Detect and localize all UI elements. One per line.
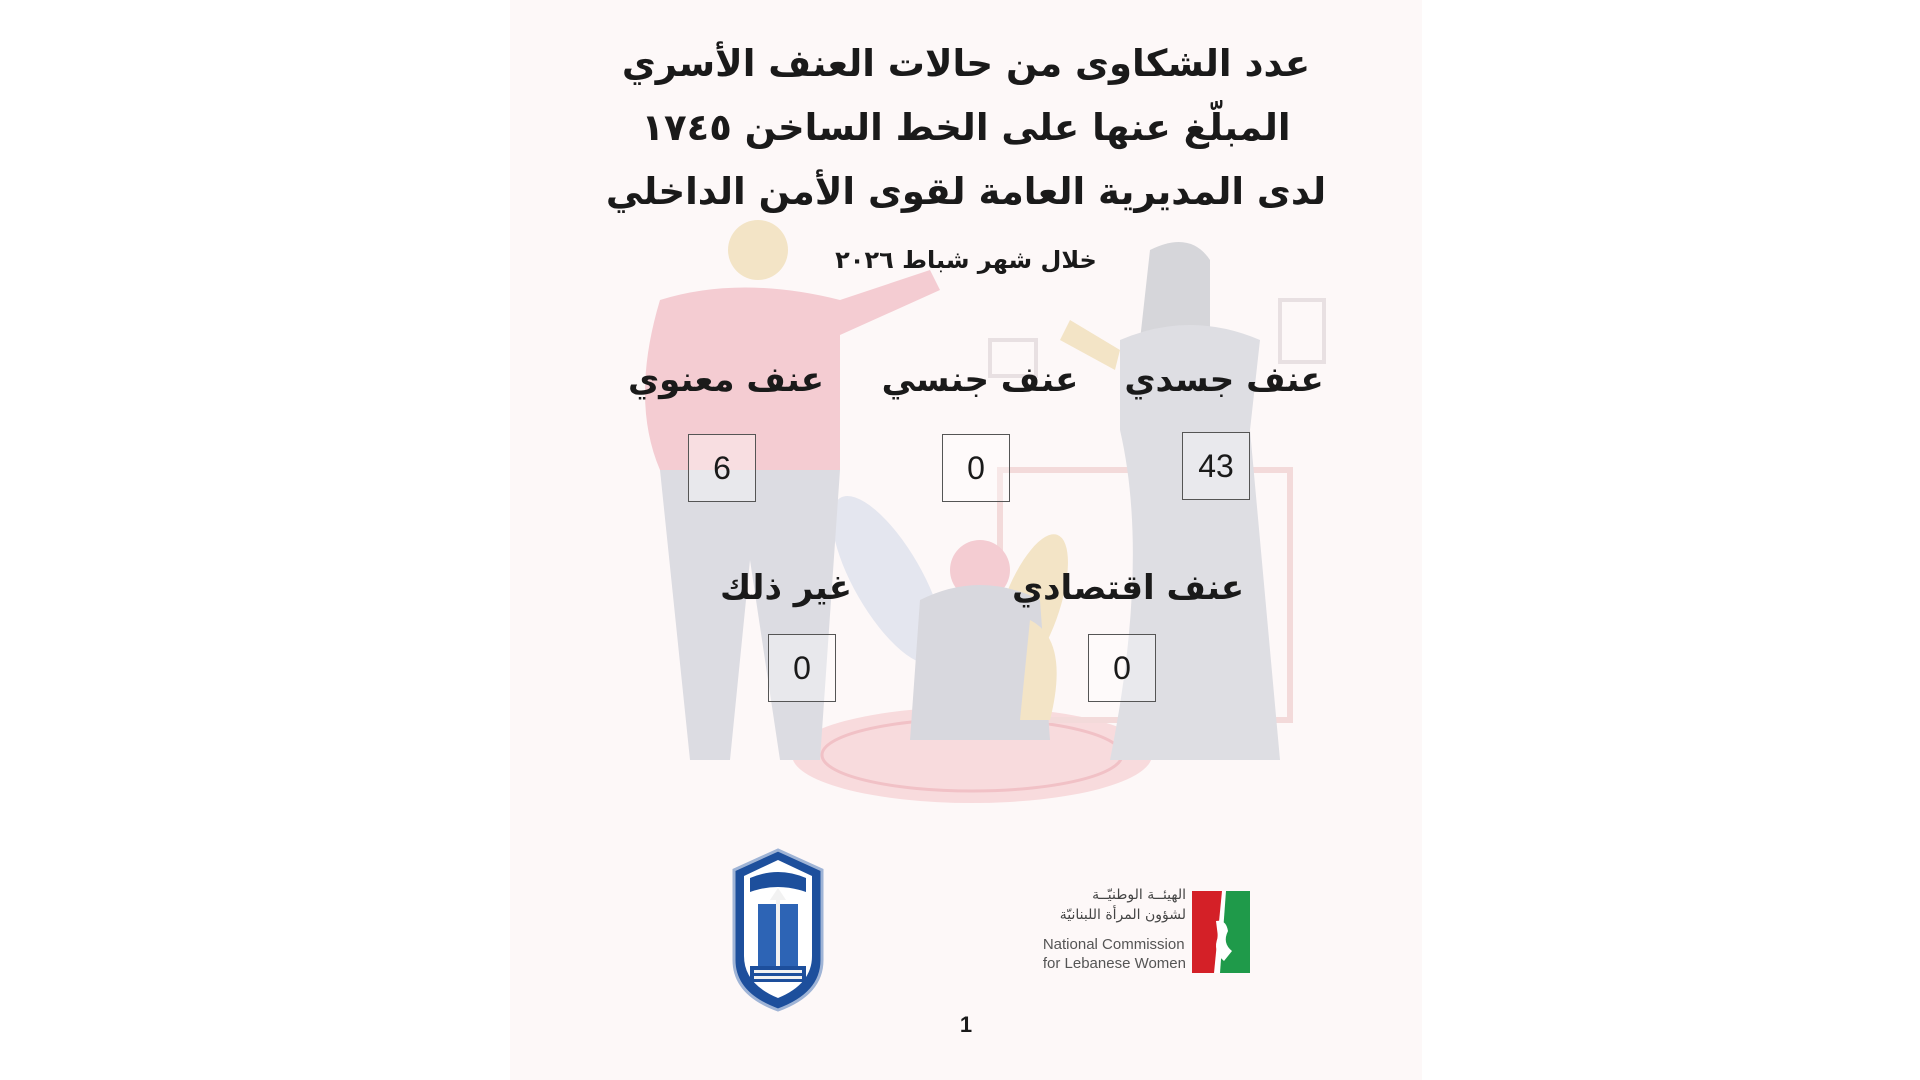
infographic-page — [510, 0, 1422, 1080]
category-label-sexual: عنف جنسي — [881, 360, 1079, 400]
ncl-mark-icon — [1192, 891, 1250, 973]
category-label-psychological: عنف معنوي — [627, 360, 825, 400]
category-label-economic: عنف اقتصادي — [1011, 568, 1245, 608]
category-label-other: غير ذلك — [720, 568, 852, 608]
title-line-2: المبلّغ عنها على الخط الساخن ١٧٤٥ — [641, 106, 1291, 149]
ncl-english-name: National Commission for Lebanese Women — [1042, 936, 1186, 972]
category-label-physical: عنف جسدي — [1124, 360, 1324, 400]
isf-emblem-icon — [730, 848, 826, 1012]
category-value-psychological: 6 — [688, 434, 756, 502]
category-value-economic: 0 — [1088, 634, 1156, 702]
page-number: 1 — [959, 1012, 973, 1037]
category-value-other: 0 — [768, 634, 836, 702]
ncl-logo — [1010, 885, 1250, 985]
page-title — [550, 32, 1382, 224]
ncl-arabic-name: الهيئــة الوطنيّــة لشؤون المرأة اللبنانيّة — [1059, 887, 1186, 923]
title-line-1: عدد الشكاوى من حالات العنف الأسري — [621, 42, 1311, 85]
period-label: خلال شهر شباط ٢٠٢٦ — [835, 246, 1097, 274]
category-value-sexual: 0 — [942, 434, 1010, 502]
title-line-3: لدى المديرية العامة لقوى الأمن الداخلي — [605, 170, 1327, 213]
category-value-physical: 43 — [1182, 432, 1250, 500]
